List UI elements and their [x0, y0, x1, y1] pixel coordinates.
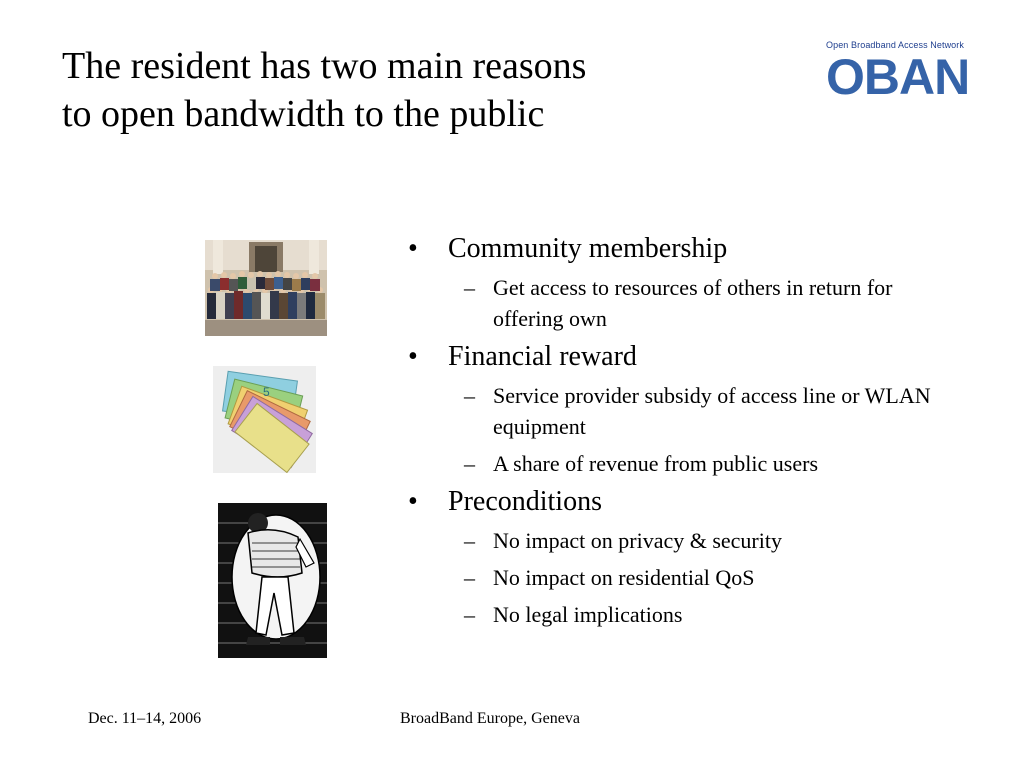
bullet-text: Community membership	[448, 233, 728, 264]
bullet-community-membership	[408, 232, 968, 334]
sub-bullet-dash: –	[464, 451, 475, 476]
bullet-text: Preconditions	[448, 486, 602, 517]
sub-bullet	[448, 448, 968, 479]
sub-bullet-text: Get access to resources of others in return for offering own	[493, 275, 893, 331]
sub-bullet-dash: –	[464, 275, 475, 300]
logo-tagline: Open Broadband Access Network	[826, 40, 964, 50]
footer-date: Dec. 11–14, 2006	[88, 710, 202, 727]
footer-event: BroadBand Europe, Geneva	[400, 710, 580, 727]
sub-bullet-text: No impact on privacy & security	[493, 528, 782, 553]
title-line-2: to open bandwidth to the public	[62, 93, 545, 135]
title-line-1: The resident has two main reasons	[62, 45, 587, 87]
sub-bullet	[448, 380, 968, 442]
sub-bullet	[448, 599, 968, 630]
sub-bullet-text: No legal implications	[493, 602, 683, 627]
sub-bullet-dash: –	[464, 565, 475, 590]
sub-bullet-text: A share of revenue from public users	[493, 451, 819, 476]
sub-bullet-text: Service provider subsidy of access line or WLAN equipment	[493, 383, 931, 439]
slide-title	[62, 42, 762, 138]
sub-bullet-dash: –	[464, 528, 475, 553]
sub-bullet-dash: –	[464, 602, 475, 627]
sub-bullet	[448, 562, 968, 593]
bullet-preconditions	[408, 485, 968, 630]
bullet-list	[408, 228, 968, 636]
cartoon-burglar-image	[218, 503, 327, 658]
bullet-dot: •	[408, 233, 418, 264]
svg-text:5: 5	[263, 385, 270, 399]
logo-wordmark: OBAN	[826, 49, 970, 105]
bullet-dot: •	[408, 486, 418, 517]
euro-banknotes-image	[213, 366, 316, 473]
bullet-financial-reward	[408, 340, 968, 479]
bullet-text: Financial reward	[448, 341, 637, 372]
bullet-dot: •	[408, 341, 418, 372]
oban-logo	[826, 40, 972, 104]
sub-bullet-dash: –	[464, 383, 475, 408]
sub-bullet	[448, 272, 968, 334]
sub-bullet-text: No impact on residential QoS	[493, 565, 755, 590]
sub-bullet	[448, 525, 968, 556]
group-photo-image	[205, 240, 327, 336]
